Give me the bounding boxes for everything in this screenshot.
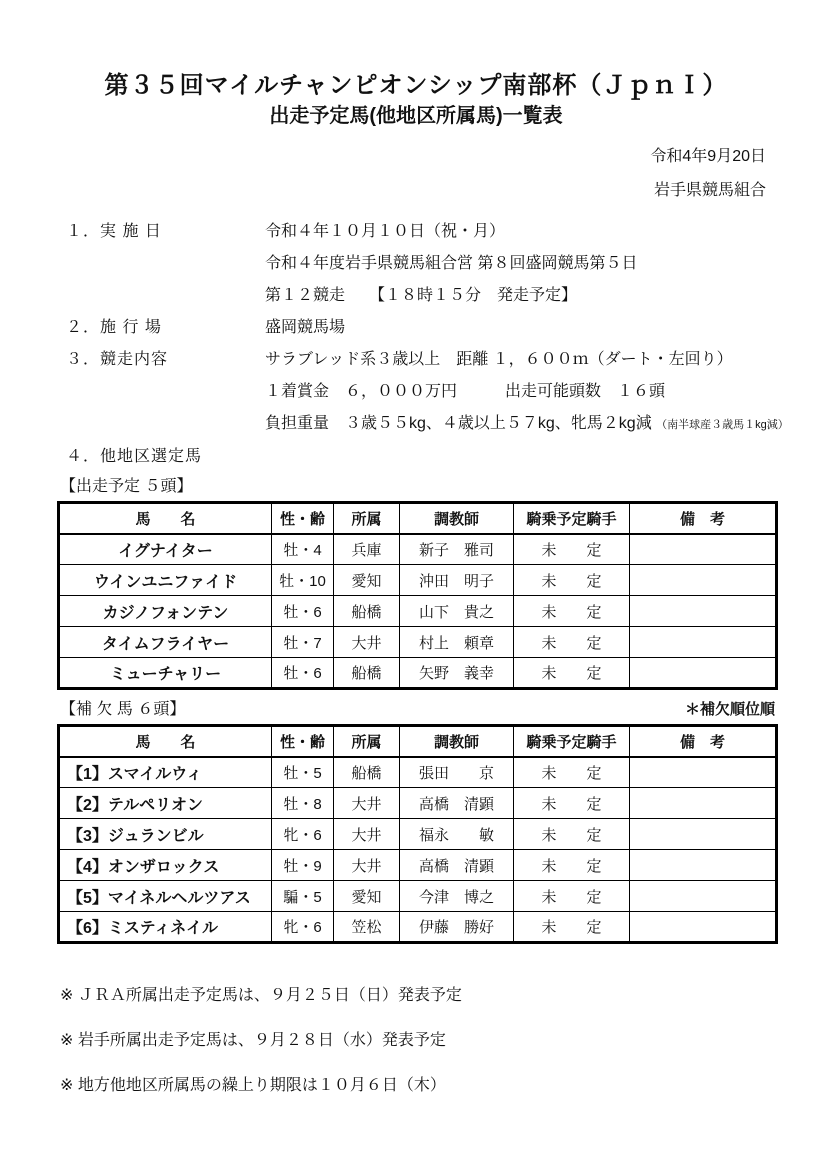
- section-label: ２．施 行 場: [66, 319, 162, 336]
- sex-age-cell: 牡・5: [272, 757, 334, 788]
- remarks-cell: [630, 912, 777, 943]
- col-header-trainer: 調教師: [400, 503, 514, 534]
- entry-table-caption: 【出走予定 ５頭】: [60, 478, 193, 495]
- reserve-table-header-row: [59, 726, 777, 757]
- race-weight-line: [265, 408, 832, 441]
- trainer-cell: 福永 敏: [400, 819, 514, 850]
- page-subtitle: 出走予定馬(他地区所属馬)一覧表: [269, 105, 563, 127]
- jockey-cell: 未 定: [514, 912, 630, 943]
- horse-name-cell: 【3】ジュランビル: [59, 819, 272, 850]
- jockey-cell: 未 定: [514, 565, 630, 596]
- table-row: [59, 658, 777, 689]
- trainer-cell: 山下 貴之: [400, 596, 514, 627]
- jockey-cell: 未 定: [514, 757, 630, 788]
- trainer-cell: 伊藤 勝好: [400, 912, 514, 943]
- table-row: [59, 757, 777, 788]
- horse-name-cell: ミューチャリー: [59, 658, 272, 689]
- col-header-affiliation: 所属: [334, 503, 400, 534]
- horse-name-cell: 【4】オンザロックス: [59, 850, 272, 881]
- remarks-cell: [630, 627, 777, 658]
- affiliation-cell: 愛知: [334, 565, 400, 596]
- venue-line: 盛岡競馬場: [265, 319, 346, 336]
- sex-age-cell: 牡・7: [272, 627, 334, 658]
- remarks-cell: [630, 757, 777, 788]
- col-header-jockey: 騎乗予定騎手: [514, 726, 630, 757]
- section-venue: [66, 312, 832, 344]
- remarks-cell: [630, 788, 777, 819]
- col-header-jockey: 騎乗予定騎手: [514, 503, 630, 534]
- horse-name-cell: タイムフライヤー: [59, 627, 272, 658]
- affiliation-cell: 笠松: [334, 912, 400, 943]
- event-meeting-line: 令和４年度岩手県競馬組合営 第８回盛岡競馬第５日: [265, 255, 638, 272]
- table-row: [59, 881, 777, 912]
- affiliation-cell: 船橋: [334, 658, 400, 689]
- footnote-iwate: ※ 岩手所属出走予定馬は、９月２８日（水）発表予定: [60, 1032, 446, 1049]
- table-row: [59, 534, 777, 565]
- reserve-table-caption: 【補 欠 馬 ６頭】: [60, 701, 186, 718]
- horse-name-cell: 【1】スマイルウィ: [59, 757, 272, 788]
- jockey-cell: 未 定: [514, 788, 630, 819]
- remarks-cell: [630, 565, 777, 596]
- col-header-remarks: 備 考: [630, 503, 777, 534]
- entry-table-header-row: [59, 503, 777, 534]
- trainer-cell: 村上 頼章: [400, 627, 514, 658]
- affiliation-cell: 兵庫: [334, 534, 400, 565]
- horse-name-cell: イグナイター: [59, 534, 272, 565]
- event-race-line: 第１２競走 【１８時１５分 発走予定】: [265, 287, 578, 304]
- jockey-cell: 未 定: [514, 658, 630, 689]
- table-row: [59, 788, 777, 819]
- footnotes: [60, 984, 832, 1098]
- affiliation-cell: 大井: [334, 627, 400, 658]
- table-row: [59, 850, 777, 881]
- sex-age-cell: 騙・5: [272, 881, 334, 912]
- sex-age-cell: 牡・4: [272, 534, 334, 565]
- reserve-table: [57, 724, 778, 944]
- remarks-cell: [630, 534, 777, 565]
- col-header-trainer: 調教師: [400, 726, 514, 757]
- jockey-cell: 未 定: [514, 850, 630, 881]
- jockey-cell: 未 定: [514, 534, 630, 565]
- col-header-sex-age: 性・齢: [272, 726, 334, 757]
- sex-age-cell: 牝・6: [272, 912, 334, 943]
- trainer-cell: 高橋 清顕: [400, 788, 514, 819]
- trainer-cell: 矢野 義幸: [400, 658, 514, 689]
- trainer-cell: 今津 博之: [400, 881, 514, 912]
- affiliation-cell: 大井: [334, 819, 400, 850]
- affiliation-cell: 船橋: [334, 757, 400, 788]
- horse-name-cell: 【6】ミスティネイル: [59, 912, 272, 943]
- remarks-cell: [630, 850, 777, 881]
- remarks-cell: [630, 658, 777, 689]
- horse-name-cell: 【2】テルペリオン: [59, 788, 272, 819]
- col-header-sex-age: 性・齢: [272, 503, 334, 534]
- document-meta: [0, 140, 766, 208]
- remarks-cell: [630, 596, 777, 627]
- sex-age-cell: 牡・6: [272, 658, 334, 689]
- section-label: １．実 施 日: [66, 223, 162, 240]
- sex-age-cell: 牡・8: [272, 788, 334, 819]
- footnote-deadline: ※ 地方他地区所属馬の繰上り期限は１０月６日（木）: [60, 1077, 446, 1094]
- horse-name-cell: 【5】マイネルヘルツアス: [59, 881, 272, 912]
- page-title: 第３５回マイルチャンピオンシップ南部杯（ＪｐｎＩ）: [104, 72, 728, 99]
- remarks-cell: [630, 881, 777, 912]
- trainer-cell: 新子 雅司: [400, 534, 514, 565]
- trainer-cell: 沖田 明子: [400, 565, 514, 596]
- table-row: [59, 912, 777, 943]
- horse-name-cell: ウインユニファイド: [59, 565, 272, 596]
- affiliation-cell: 大井: [334, 850, 400, 881]
- remarks-cell: [630, 819, 777, 850]
- trainer-cell: 張田 京: [400, 757, 514, 788]
- horse-name-cell: カジノフォンテン: [59, 596, 272, 627]
- jockey-cell: 未 定: [514, 627, 630, 658]
- sex-age-cell: 牝・6: [272, 819, 334, 850]
- table-row: [59, 627, 777, 658]
- table-row: [59, 596, 777, 627]
- table-row: [59, 565, 777, 596]
- race-class-line: サラブレッド系３歳以上 距離 １，６００ｍ（ダート・左回り）: [265, 351, 733, 368]
- sex-age-cell: 牡・9: [272, 850, 334, 881]
- col-header-affiliation: 所属: [334, 726, 400, 757]
- section-event-date: [66, 216, 832, 312]
- affiliation-cell: 愛知: [334, 881, 400, 912]
- section-label: ４．他地区選定馬: [66, 448, 203, 465]
- entry-table: [57, 501, 778, 690]
- jockey-cell: 未 定: [514, 881, 630, 912]
- col-header-horse-name: 馬 名: [59, 503, 272, 534]
- section-selected-horses: [66, 441, 832, 473]
- weight-main-text: 負担重量 ３歳５５kg、４歳以上５７kg、牝馬２kg減: [265, 415, 657, 432]
- footnote-jra: ※ ＪＲＡ所属出走予定馬は、９月２５日（日）発表予定: [60, 987, 462, 1004]
- affiliation-cell: 船橋: [334, 596, 400, 627]
- doc-organization: 岩手県競馬組合: [653, 182, 766, 199]
- reserve-order-note: ＊補欠順位順: [684, 701, 775, 718]
- affiliation-cell: 大井: [334, 788, 400, 819]
- reserve-caption-row: [57, 698, 775, 722]
- section-race-details: [66, 344, 832, 441]
- section-label: ３．競走内容: [66, 351, 169, 368]
- col-header-horse-name: 馬 名: [59, 726, 272, 757]
- col-header-remarks: 備 考: [630, 726, 777, 757]
- jockey-cell: 未 定: [514, 596, 630, 627]
- sex-age-cell: 牡・6: [272, 596, 334, 627]
- sex-age-cell: 牡・10: [272, 565, 334, 596]
- table-row: [59, 819, 777, 850]
- event-date-line: 令和４年１０月１０日（祝・月）: [265, 223, 506, 240]
- weight-small-note: （南半球産３歳馬１kg減）: [656, 419, 789, 431]
- doc-date: 令和4年9月20日: [650, 148, 766, 165]
- jockey-cell: 未 定: [514, 819, 630, 850]
- info-sections: [66, 216, 832, 473]
- trainer-cell: 高橋 清顕: [400, 850, 514, 881]
- race-prize-line: １着賞金 ６，０００万円 出走可能頭数 １６頭: [265, 383, 666, 400]
